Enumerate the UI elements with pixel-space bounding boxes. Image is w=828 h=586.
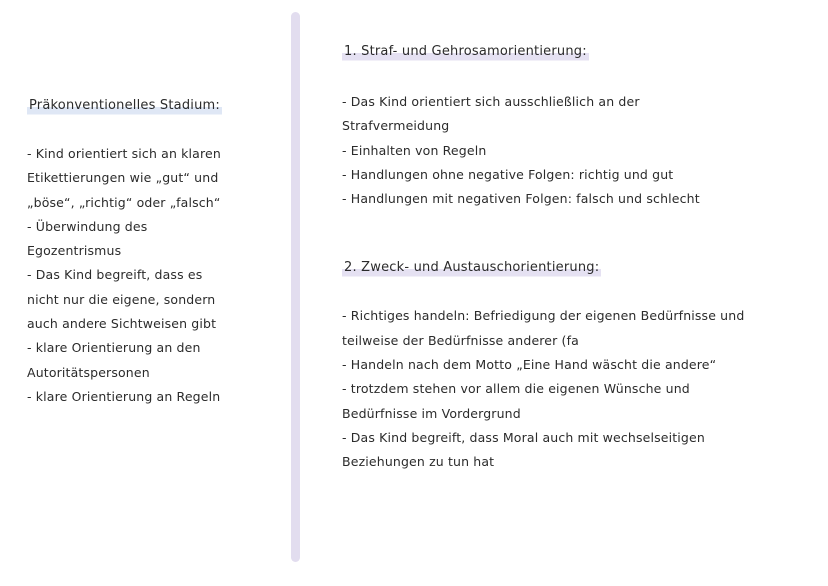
column-divider (291, 12, 300, 562)
note-line: - klare Orientierung an Regeln (27, 388, 221, 404)
note-line: - klare Orientierung an den (27, 340, 201, 356)
left-notes (27, 142, 277, 409)
note-line: nicht nur die eigene, sondern (27, 291, 216, 307)
note-line: - trotzdem stehen vor allem die eigenen Wünsche und (342, 381, 690, 397)
note-line: - Überwindung des (27, 218, 148, 234)
note-line: Strafvermeidung (342, 118, 450, 134)
note-line: Bedürfnisse im Vordergrund (342, 405, 521, 421)
section1-heading: 1. Straf- und Gehrosamorientierung: (342, 40, 589, 64)
note-line: - Kind orientiert sich an klaren (27, 146, 221, 161)
note-line: - Einhalten von Regeln (342, 142, 487, 158)
section2-notes (342, 304, 812, 474)
note-line: Etikettierungen wie „gut“ und (27, 170, 219, 186)
note-line: - Das Kind begreift, dass es (27, 267, 203, 283)
note-line: - Richtiges handeln: Befriedigung der eigenen Bedürfnisse und (342, 308, 745, 324)
note-line: - Das Kind begreift, dass Moral auch mit wechselseitigen (342, 429, 705, 445)
note-line: - Handlungen mit negativen Folgen: falsch und schlecht (342, 191, 700, 207)
left-heading: Präkonventionelles Stadium: (27, 94, 222, 118)
note-line: auch andere Sichtweisen gibt (27, 316, 217, 332)
note-line: teilweise der Bedürfnisse anderer (fa (342, 332, 579, 348)
section1-notes (342, 90, 812, 211)
right-column (342, 40, 812, 475)
section2-heading: 2. Zweck- und Austauschorientierung: (342, 256, 601, 280)
note-line: - Das Kind orientiert sich ausschließlich an der (342, 94, 640, 109)
left-column (27, 94, 277, 409)
note-line: Egozentrismus (27, 243, 122, 259)
note-line: „böse“, „richtig“ oder „falsch“ (27, 194, 221, 210)
note-line: - Handeln nach dem Motto „Eine Hand wäscht die andere“ (342, 357, 717, 373)
note-line: Autoritätspersonen (27, 364, 150, 380)
note-line: - Handlungen ohne negative Folgen: richtig und gut (342, 166, 674, 182)
note-line: Beziehungen zu tun hat (342, 454, 495, 470)
